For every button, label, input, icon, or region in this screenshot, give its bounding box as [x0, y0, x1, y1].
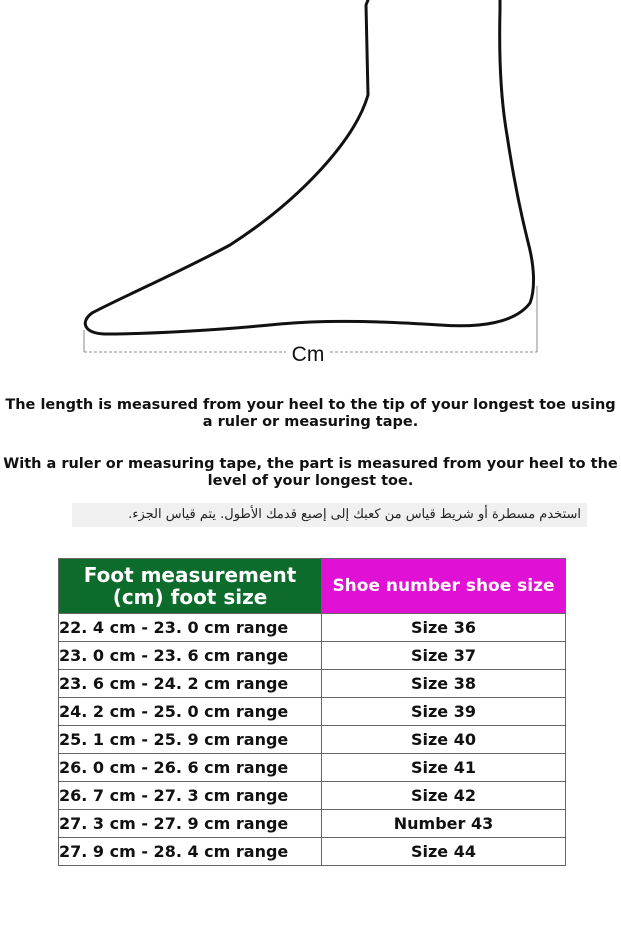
table-row [59, 698, 566, 726]
foot-outline [85, 0, 533, 334]
foot-range-cell: 26. 7 cm - 27. 3 cm range [59, 782, 322, 810]
table-row [59, 614, 566, 642]
shoe-size-cell: Size 41 [322, 754, 566, 782]
table-row [59, 782, 566, 810]
foot-range-cell: 27. 3 cm - 27. 9 cm range [59, 810, 322, 838]
instruction-arabic: استخدم مسطرة أو شريط قياس من كعبك إلى إصبع قدمك الأطول. يتم قياس الجزء. [72, 503, 587, 527]
table-row [59, 754, 566, 782]
shoe-size-cell: Size 37 [322, 642, 566, 670]
table-header-row [59, 559, 566, 614]
foot-range-cell: 23. 0 cm - 23. 6 cm range [59, 642, 322, 670]
shoe-size-cell: Number 43 [322, 810, 566, 838]
table-row [59, 810, 566, 838]
measure-label: Cm [291, 343, 325, 366]
shoe-size-cell: Size 40 [322, 726, 566, 754]
shoe-size-cell: Size 39 [322, 698, 566, 726]
table-row [59, 838, 566, 866]
shoe-size-cell: Size 42 [322, 782, 566, 810]
instruction-heel-to-toe: The length is measured from your heel to the tip of your longest toe using a ruler or measuring tape. [5, 397, 616, 430]
table-row [59, 726, 566, 754]
shoe-size-cell: Size 36 [322, 614, 566, 642]
foot-range-cell: 23. 6 cm - 24. 2 cm range [59, 670, 322, 698]
foot-range-cell: 27. 9 cm - 28. 4 cm range [59, 838, 322, 866]
size-chart-table [58, 558, 566, 866]
header-shoe-size: Shoe number shoe size [322, 559, 566, 614]
foot-range-cell: 22. 4 cm - 23. 0 cm range [59, 614, 322, 642]
header-foot-measurement: Foot measurement (cm) foot size [59, 559, 322, 614]
foot-range-cell: 26. 0 cm - 26. 6 cm range [59, 754, 322, 782]
foot-range-cell: 24. 2 cm - 25. 0 cm range [59, 698, 322, 726]
instruction-ruler-tape: With a ruler or measuring tape, the part is measured from your heel to the level of your longest toe. [3, 456, 618, 489]
foot-range-cell: 25. 1 cm - 25. 9 cm range [59, 726, 322, 754]
table-row [59, 670, 566, 698]
shoe-size-cell: Size 38 [322, 670, 566, 698]
shoe-size-cell: Size 44 [322, 838, 566, 866]
foot-outline-figure [0, 0, 621, 380]
table-row [59, 642, 566, 670]
